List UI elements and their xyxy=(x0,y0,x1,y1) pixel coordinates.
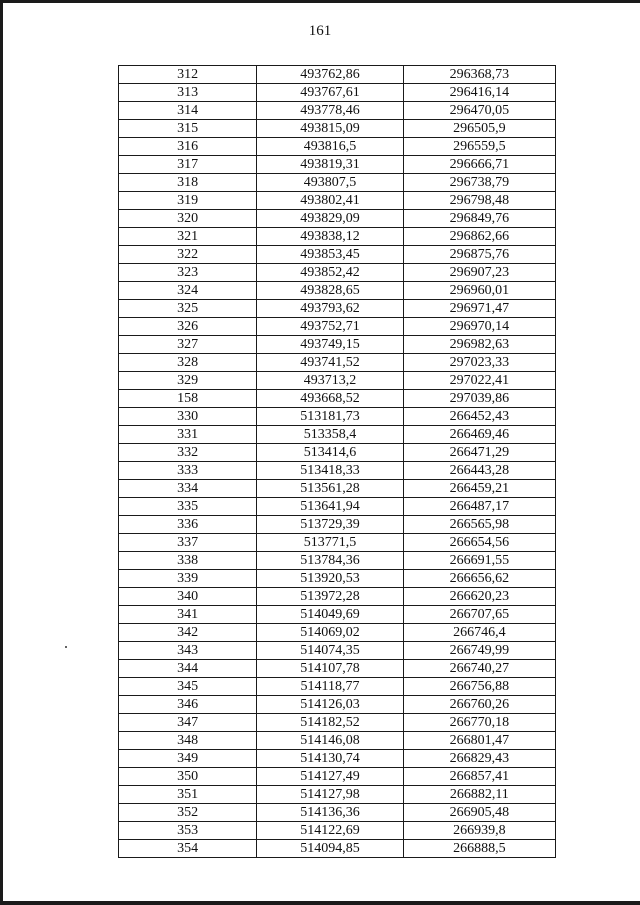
table-row xyxy=(119,822,556,840)
point-number-cell: 342 xyxy=(119,624,257,642)
point-number-cell: 158 xyxy=(119,390,257,408)
x-coordinate-cell: 514107,78 xyxy=(257,660,403,678)
y-coordinate-cell: 296470,05 xyxy=(403,102,555,120)
point-number-cell: 328 xyxy=(119,354,257,372)
x-coordinate-cell: 493816,5 xyxy=(257,138,403,156)
y-coordinate-cell: 266746,4 xyxy=(403,624,555,642)
point-number-cell: 353 xyxy=(119,822,257,840)
y-coordinate-cell: 266829,43 xyxy=(403,750,555,768)
x-coordinate-cell: 514127,98 xyxy=(257,786,403,804)
x-coordinate-cell: 514122,69 xyxy=(257,822,403,840)
point-number-cell: 335 xyxy=(119,498,257,516)
point-number-cell: 326 xyxy=(119,318,257,336)
y-coordinate-cell: 266459,21 xyxy=(403,480,555,498)
y-coordinate-cell: 266620,23 xyxy=(403,588,555,606)
x-coordinate-cell: 513561,28 xyxy=(257,480,403,498)
y-coordinate-cell: 296798,48 xyxy=(403,192,555,210)
y-coordinate-cell: 296416,14 xyxy=(403,84,555,102)
x-coordinate-cell: 513771,5 xyxy=(257,534,403,552)
table-row xyxy=(119,498,556,516)
point-number-cell: 333 xyxy=(119,462,257,480)
point-number-cell: 321 xyxy=(119,228,257,246)
y-coordinate-cell: 266565,98 xyxy=(403,516,555,534)
point-number-cell: 337 xyxy=(119,534,257,552)
y-coordinate-cell: 266770,18 xyxy=(403,714,555,732)
point-number-cell: 338 xyxy=(119,552,257,570)
y-coordinate-cell: 266888,5 xyxy=(403,840,555,858)
x-coordinate-cell: 493829,09 xyxy=(257,210,403,228)
y-coordinate-cell: 297039,86 xyxy=(403,390,555,408)
x-coordinate-cell: 493793,62 xyxy=(257,300,403,318)
point-number-cell: 319 xyxy=(119,192,257,210)
x-coordinate-cell: 513358,4 xyxy=(257,426,403,444)
table-row xyxy=(119,516,556,534)
point-number-cell: 332 xyxy=(119,444,257,462)
x-coordinate-cell: 493668,52 xyxy=(257,390,403,408)
table-row xyxy=(119,480,556,498)
y-coordinate-cell: 266740,27 xyxy=(403,660,555,678)
table-row xyxy=(119,786,556,804)
table-row xyxy=(119,138,556,156)
y-coordinate-cell: 266469,46 xyxy=(403,426,555,444)
point-number-cell: 322 xyxy=(119,246,257,264)
y-coordinate-cell: 266756,88 xyxy=(403,678,555,696)
x-coordinate-cell: 493853,45 xyxy=(257,246,403,264)
y-coordinate-cell: 296862,66 xyxy=(403,228,555,246)
y-coordinate-cell: 266939,8 xyxy=(403,822,555,840)
y-coordinate-cell: 266760,26 xyxy=(403,696,555,714)
point-number-cell: 347 xyxy=(119,714,257,732)
x-coordinate-cell: 493713,2 xyxy=(257,372,403,390)
y-coordinate-cell: 266654,56 xyxy=(403,534,555,552)
y-coordinate-cell: 266749,99 xyxy=(403,642,555,660)
table-row xyxy=(119,732,556,750)
stray-mark xyxy=(65,646,67,648)
point-number-cell: 313 xyxy=(119,84,257,102)
point-number-cell: 346 xyxy=(119,696,257,714)
y-coordinate-cell: 296875,76 xyxy=(403,246,555,264)
table-row xyxy=(119,714,556,732)
point-number-cell: 336 xyxy=(119,516,257,534)
y-coordinate-cell: 266707,65 xyxy=(403,606,555,624)
table-row xyxy=(119,624,556,642)
point-number-cell: 341 xyxy=(119,606,257,624)
table-row xyxy=(119,840,556,858)
point-number-cell: 318 xyxy=(119,174,257,192)
y-coordinate-cell: 296849,76 xyxy=(403,210,555,228)
x-coordinate-cell: 493852,42 xyxy=(257,264,403,282)
table-row xyxy=(119,300,556,318)
page-border-top xyxy=(0,0,640,3)
table-row xyxy=(119,84,556,102)
y-coordinate-cell: 266656,62 xyxy=(403,570,555,588)
x-coordinate-cell: 514074,35 xyxy=(257,642,403,660)
table-row xyxy=(119,66,556,84)
table-row xyxy=(119,462,556,480)
table-row xyxy=(119,102,556,120)
table-row xyxy=(119,372,556,390)
x-coordinate-cell: 493752,71 xyxy=(257,318,403,336)
point-number-cell: 340 xyxy=(119,588,257,606)
point-number-cell: 339 xyxy=(119,570,257,588)
x-coordinate-cell: 493807,5 xyxy=(257,174,403,192)
x-coordinate-cell: 514069,02 xyxy=(257,624,403,642)
y-coordinate-cell: 296738,79 xyxy=(403,174,555,192)
y-coordinate-cell: 296971,47 xyxy=(403,300,555,318)
point-number-cell: 352 xyxy=(119,804,257,822)
point-number-cell: 344 xyxy=(119,660,257,678)
point-number-cell: 320 xyxy=(119,210,257,228)
table-row xyxy=(119,768,556,786)
x-coordinate-cell: 514130,74 xyxy=(257,750,403,768)
point-number-cell: 316 xyxy=(119,138,257,156)
table-row xyxy=(119,660,556,678)
x-coordinate-cell: 513972,28 xyxy=(257,588,403,606)
y-coordinate-cell: 296970,14 xyxy=(403,318,555,336)
point-number-cell: 350 xyxy=(119,768,257,786)
y-coordinate-cell: 266443,28 xyxy=(403,462,555,480)
y-coordinate-cell: 296559,5 xyxy=(403,138,555,156)
coordinates-table xyxy=(118,65,556,858)
y-coordinate-cell: 266857,41 xyxy=(403,768,555,786)
table-row xyxy=(119,408,556,426)
point-number-cell: 323 xyxy=(119,264,257,282)
point-number-cell: 312 xyxy=(119,66,257,84)
table-row xyxy=(119,318,556,336)
point-number-cell: 351 xyxy=(119,786,257,804)
point-number-cell: 354 xyxy=(119,840,257,858)
x-coordinate-cell: 513920,53 xyxy=(257,570,403,588)
table-row xyxy=(119,228,556,246)
x-coordinate-cell: 493767,61 xyxy=(257,84,403,102)
y-coordinate-cell: 266882,11 xyxy=(403,786,555,804)
y-coordinate-cell: 296505,9 xyxy=(403,120,555,138)
x-coordinate-cell: 493749,15 xyxy=(257,336,403,354)
table-row xyxy=(119,570,556,588)
x-coordinate-cell: 514127,49 xyxy=(257,768,403,786)
y-coordinate-cell: 266691,55 xyxy=(403,552,555,570)
table-row xyxy=(119,336,556,354)
y-coordinate-cell: 296666,71 xyxy=(403,156,555,174)
point-number-cell: 314 xyxy=(119,102,257,120)
x-coordinate-cell: 493838,12 xyxy=(257,228,403,246)
coordinates-table-body xyxy=(119,66,556,858)
table-row xyxy=(119,678,556,696)
table-row xyxy=(119,534,556,552)
table-row xyxy=(119,354,556,372)
table-row xyxy=(119,264,556,282)
page-number: 161 xyxy=(308,23,332,39)
y-coordinate-cell: 297023,33 xyxy=(403,354,555,372)
table-row xyxy=(119,282,556,300)
table-row xyxy=(119,552,556,570)
table-row xyxy=(119,696,556,714)
table-row xyxy=(119,210,556,228)
x-coordinate-cell: 513784,36 xyxy=(257,552,403,570)
y-coordinate-cell: 266452,43 xyxy=(403,408,555,426)
x-coordinate-cell: 493802,41 xyxy=(257,192,403,210)
x-coordinate-cell: 513641,94 xyxy=(257,498,403,516)
x-coordinate-cell: 513414,6 xyxy=(257,444,403,462)
x-coordinate-cell: 493819,31 xyxy=(257,156,403,174)
x-coordinate-cell: 514118,77 xyxy=(257,678,403,696)
point-number-cell: 329 xyxy=(119,372,257,390)
point-number-cell: 349 xyxy=(119,750,257,768)
point-number-cell: 331 xyxy=(119,426,257,444)
point-number-cell: 317 xyxy=(119,156,257,174)
point-number-cell: 345 xyxy=(119,678,257,696)
table-row xyxy=(119,390,556,408)
point-number-cell: 348 xyxy=(119,732,257,750)
table-row xyxy=(119,642,556,660)
y-coordinate-cell: 296907,23 xyxy=(403,264,555,282)
point-number-cell: 334 xyxy=(119,480,257,498)
page-border-left xyxy=(0,0,3,905)
x-coordinate-cell: 513729,39 xyxy=(257,516,403,534)
x-coordinate-cell: 513181,73 xyxy=(257,408,403,426)
x-coordinate-cell: 514182,52 xyxy=(257,714,403,732)
x-coordinate-cell: 493741,52 xyxy=(257,354,403,372)
table-row xyxy=(119,804,556,822)
table-row xyxy=(119,606,556,624)
x-coordinate-cell: 493762,86 xyxy=(257,66,403,84)
x-coordinate-cell: 513418,33 xyxy=(257,462,403,480)
x-coordinate-cell: 514126,03 xyxy=(257,696,403,714)
point-number-cell: 315 xyxy=(119,120,257,138)
y-coordinate-cell: 296960,01 xyxy=(403,282,555,300)
x-coordinate-cell: 514146,08 xyxy=(257,732,403,750)
table-row xyxy=(119,444,556,462)
page-border-bottom xyxy=(0,901,640,905)
point-number-cell: 327 xyxy=(119,336,257,354)
table-row xyxy=(119,426,556,444)
x-coordinate-cell: 514094,85 xyxy=(257,840,403,858)
x-coordinate-cell: 493828,65 xyxy=(257,282,403,300)
point-number-cell: 330 xyxy=(119,408,257,426)
table-row xyxy=(119,750,556,768)
point-number-cell: 324 xyxy=(119,282,257,300)
table-row xyxy=(119,120,556,138)
x-coordinate-cell: 493815,09 xyxy=(257,120,403,138)
x-coordinate-cell: 493778,46 xyxy=(257,102,403,120)
table-row xyxy=(119,174,556,192)
table-row xyxy=(119,588,556,606)
x-coordinate-cell: 514136,36 xyxy=(257,804,403,822)
point-number-cell: 343 xyxy=(119,642,257,660)
y-coordinate-cell: 296368,73 xyxy=(403,66,555,84)
y-coordinate-cell: 296982,63 xyxy=(403,336,555,354)
table-row xyxy=(119,246,556,264)
table-row xyxy=(119,192,556,210)
point-number-cell: 325 xyxy=(119,300,257,318)
y-coordinate-cell: 266801,47 xyxy=(403,732,555,750)
y-coordinate-cell: 266471,29 xyxy=(403,444,555,462)
table-row xyxy=(119,156,556,174)
y-coordinate-cell: 266905,48 xyxy=(403,804,555,822)
x-coordinate-cell: 514049,69 xyxy=(257,606,403,624)
y-coordinate-cell: 297022,41 xyxy=(403,372,555,390)
y-coordinate-cell: 266487,17 xyxy=(403,498,555,516)
